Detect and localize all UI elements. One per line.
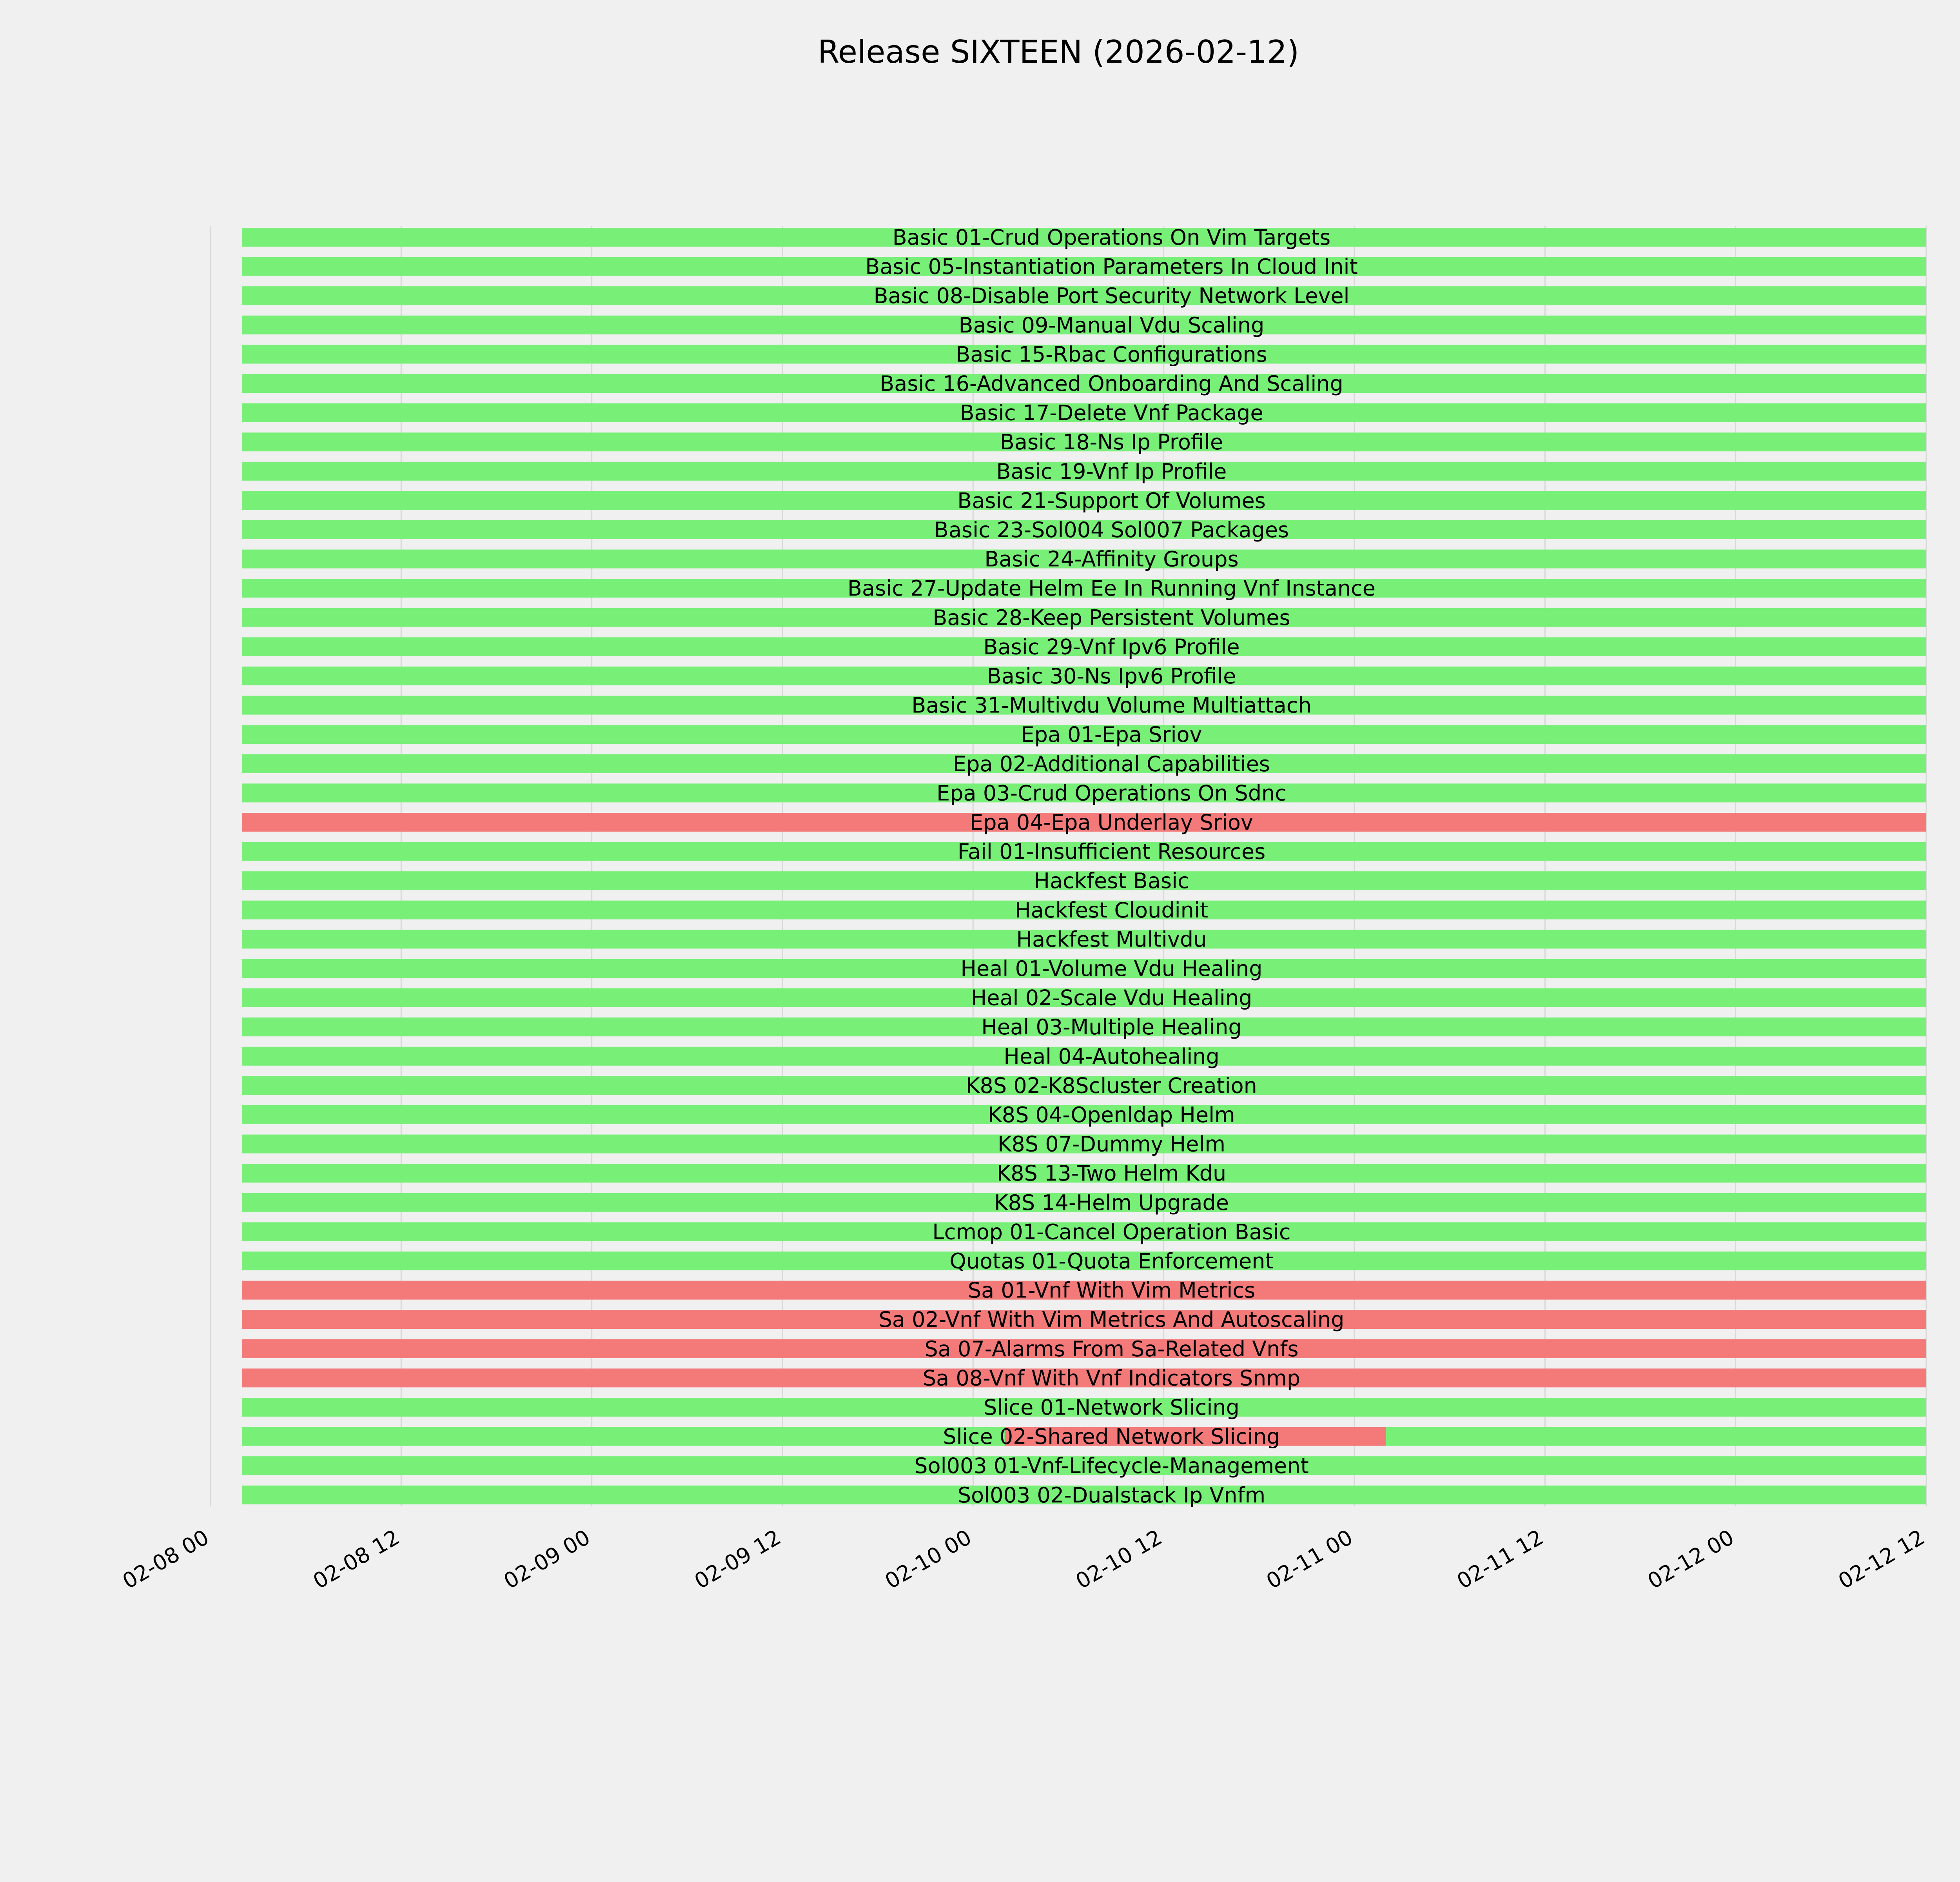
x-tick-label: 02-09 12	[690, 1524, 785, 1594]
task-label: Epa 03-Crud Operations On Sdnc	[936, 781, 1287, 806]
task-label: Lcmop 01-Cancel Operation Basic	[932, 1219, 1291, 1244]
task-label: Basic 19-Vnf Ip Profile	[996, 459, 1227, 484]
task-label: Basic 29-Vnf Ipv6 Profile	[983, 634, 1240, 659]
task-label: Sa 01-Vnf With Vim Metrics	[967, 1278, 1256, 1303]
task-label: Heal 01-Volume Vdu Healing	[960, 956, 1263, 981]
task-label: Slice 02-Shared Network Slicing	[943, 1424, 1280, 1449]
task-label: Basic 21-Support Of Volumes	[957, 488, 1266, 513]
task-bar	[242, 1427, 1005, 1446]
task-label: K8S 04-Openldap Helm	[988, 1103, 1235, 1127]
x-tick-label: 02-08 00	[118, 1524, 213, 1594]
task-label: K8S 07-Dummy Helm	[998, 1132, 1225, 1157]
task-label: K8S 14-Helm Upgrade	[994, 1190, 1229, 1215]
task-label: Basic 16-Advanced Onboarding And Scaling	[880, 371, 1343, 396]
task-label: Heal 02-Scale Vdu Healing	[971, 985, 1252, 1010]
task-label: Quotas 01-Quota Enforcement	[949, 1249, 1274, 1273]
task-label: Heal 04-Autohealing	[1004, 1044, 1220, 1069]
x-tick-label: 02-10 12	[1071, 1524, 1167, 1594]
x-tick-label: 02-08 12	[309, 1524, 404, 1594]
task-label: Hackfest Cloudinit	[1014, 897, 1209, 923]
task-label: Basic 18-Ns Ip Profile	[1000, 430, 1223, 455]
task-label: Basic 28-Keep Persistent Volumes	[933, 605, 1290, 630]
task-label: Sol003 01-Vnf-Lifecycle-Management	[914, 1453, 1309, 1479]
task-label: K8S 13-Two Helm Kdu	[996, 1161, 1227, 1186]
task-label: Hackfest Multivdu	[1016, 927, 1207, 952]
task-label: Heal 03-Multiple Healing	[981, 1015, 1242, 1040]
task-label: Sa 07-Alarms From Sa-Related Vnfs	[924, 1336, 1299, 1361]
task-label: Sol003 02-Dualstack Ip Vnfm	[957, 1482, 1266, 1508]
task-label: Basic 27-Update Helm Ee In Running Vnf Instance	[848, 576, 1376, 601]
task-label: Basic 08-Disable Port Security Network Level	[873, 283, 1350, 309]
task-label: Basic 15-Rbac Configurations	[956, 342, 1267, 367]
task-label: Basic 05-Instantiation Parameters In Cloud Init	[865, 254, 1358, 279]
task-label: Epa 02-Additional Capabilities	[953, 751, 1270, 776]
task-label: Basic 17-Delete Vnf Package	[960, 400, 1263, 425]
chart-title: Release SIXTEEN (2026-02-12)	[817, 34, 1299, 70]
task-label: Slice 01-Network Slicing	[984, 1395, 1240, 1420]
x-tick-label: 02-11 12	[1453, 1524, 1548, 1594]
task-label: Basic 01-Crud Operations On Vim Targets	[892, 225, 1331, 250]
task-label: Basic 31-Multivdu Volume Multiattach	[911, 693, 1312, 718]
task-label: Basic 23-Sol004 Sol007 Packages	[934, 518, 1289, 542]
task-label: Basic 24-Affinity Groups	[984, 547, 1239, 572]
x-tick-label: 02-09 00	[499, 1524, 595, 1594]
task-bar	[1386, 1427, 1926, 1446]
x-tick-label: 02-11 00	[1262, 1524, 1357, 1594]
x-tick-label: 02-10 00	[881, 1524, 976, 1594]
x-tick-label: 02-12 12	[1834, 1524, 1929, 1594]
task-label: Basic 09-Manual Vdu Scaling	[958, 312, 1265, 338]
task-label: K8S 02-K8Scluster Creation	[966, 1073, 1257, 1098]
task-label: Epa 01-Epa Sriov	[1021, 722, 1202, 747]
task-label: Sa 08-Vnf With Vnf Indicators Snmp	[922, 1366, 1301, 1391]
task-label: Sa 02-Vnf With Vim Metrics And Autoscaling	[878, 1307, 1345, 1332]
task-label: Epa 04-Epa Underlay Sriov	[970, 810, 1253, 835]
task-label: Fail 01-Insufficient Resources	[957, 839, 1266, 864]
task-label: Basic 30-Ns Ipv6 Profile	[987, 664, 1236, 688]
task-label: Hackfest Basic	[1034, 868, 1189, 894]
x-axis-ticks	[118, 1525, 1929, 1594]
x-tick-label: 02-12 00	[1643, 1524, 1739, 1594]
